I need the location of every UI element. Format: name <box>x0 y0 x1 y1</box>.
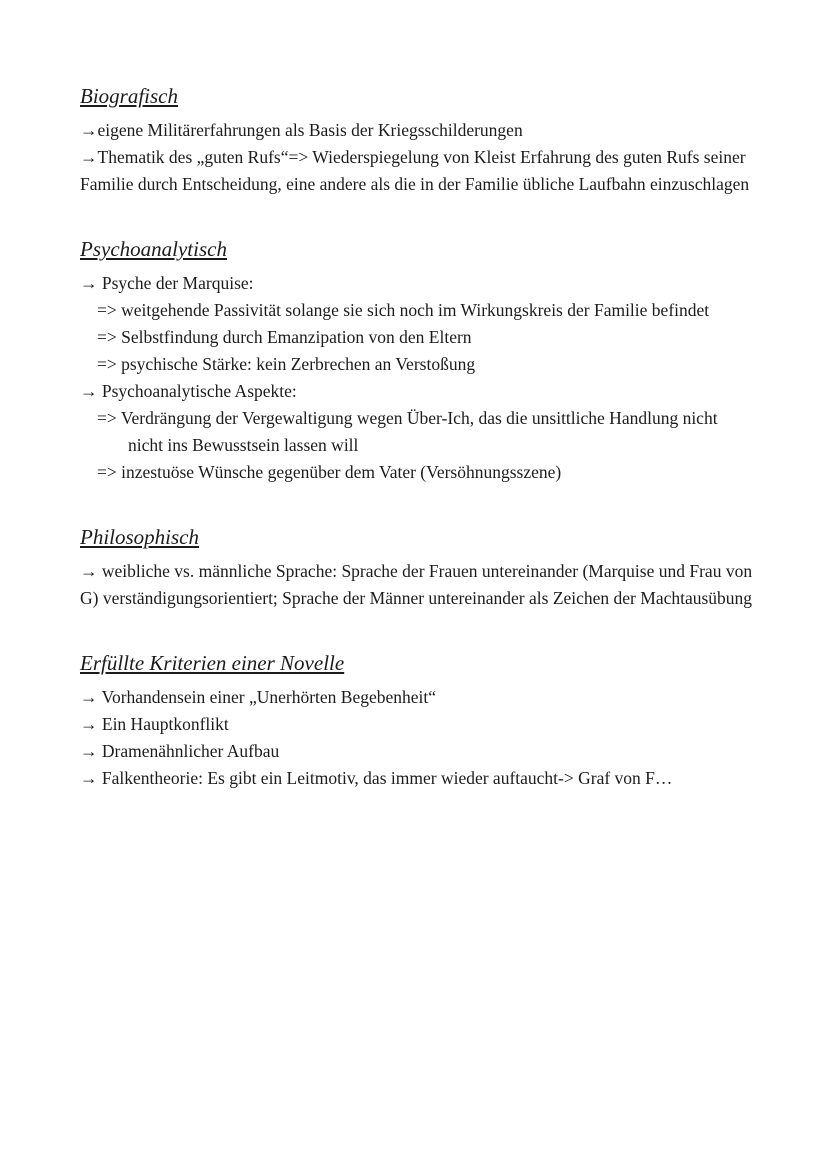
section-heading: Philosophisch <box>80 525 199 549</box>
section-heading: Psychoanalytisch <box>80 237 227 261</box>
list-item <box>80 270 754 297</box>
list-item <box>80 684 754 711</box>
item-text: Psyche der Marquise: <box>101 273 254 293</box>
item-text: Psychoanalytische Aspekte: <box>101 381 297 401</box>
arrow-bullet-icon: → <box>80 273 102 293</box>
list-item <box>80 297 754 324</box>
section-novelle-kriterien <box>80 649 754 792</box>
list-item <box>80 351 754 378</box>
arrow-bullet-icon: → <box>80 714 102 734</box>
arrow-bullet-icon: → <box>80 768 102 788</box>
arrow-bullet-icon: → <box>80 741 102 761</box>
arrow-bullet-icon: → <box>80 120 98 140</box>
double-arrow-bullet-icon: => <box>97 408 121 428</box>
section-philosophisch <box>80 523 754 612</box>
item-text: Verdrängung der Vergewaltigung wegen Über-Ich, das die unsittliche Handlung nicht nicht ins Bewusstsein lassen will <box>120 408 718 455</box>
double-arrow-bullet-icon: => <box>97 300 122 320</box>
double-arrow-bullet-icon: => <box>97 327 122 347</box>
list-item <box>80 324 754 351</box>
list-item <box>80 405 754 459</box>
item-text: Selbstfindung durch Emanzipation von den Eltern <box>121 327 472 347</box>
item-text: psychische Stärke: kein Zerbrechen an Verstoßung <box>121 354 476 374</box>
item-text: weibliche vs. männliche Sprache: Sprache der Frauen untereinander (Marquise und Frau von G) verständigungsorientiert; Sprache der Männer untereinander als Zeichen der Machtausübung <box>80 561 753 608</box>
list-item <box>80 144 754 198</box>
list-item <box>80 117 754 144</box>
arrow-bullet-icon: → <box>80 687 102 707</box>
double-arrow-bullet-icon: => <box>97 354 122 374</box>
item-text: Vorhandensein einer „Unerhörten Begebenheit“ <box>101 687 437 707</box>
section-heading: Erfüllte Kriterien einer Novelle <box>80 651 345 675</box>
list-item <box>80 711 754 738</box>
list-item <box>80 765 754 792</box>
arrow-bullet-icon: → <box>80 147 98 167</box>
section-biografisch <box>80 82 754 198</box>
item-text: Ein Hauptkonflikt <box>101 714 229 734</box>
item-text: inzestuöse Wünsche gegenüber dem Vater (Versöhnungsszene) <box>121 462 562 482</box>
item-text: Thematik des „guten Rufs“=> Wiederspiegelung von Kleist Erfahrung des guten Rufs seiner Familie durch Entscheidung, eine andere als die in der Familie übliche Laufbahn einzuschlagen <box>80 147 750 194</box>
item-text: weitgehende Passivität solange sie sich noch im Wirkungskreis der Familie befindet <box>121 300 710 320</box>
double-arrow-bullet-icon: => <box>97 462 122 482</box>
arrow-bullet-icon: → <box>80 561 102 581</box>
list-item <box>80 378 754 405</box>
arrow-bullet-icon: → <box>80 381 102 401</box>
section-psychoanalytisch <box>80 235 754 486</box>
list-item <box>80 558 754 612</box>
list-item <box>80 459 754 486</box>
list-item <box>80 738 754 765</box>
item-text: Falkentheorie: Es gibt ein Leitmotiv, das immer wieder auftaucht-> Graf von F… <box>101 768 673 788</box>
section-heading: Biografisch <box>80 84 178 108</box>
item-text: eigene Militärerfahrungen als Basis der Kriegsschilderungen <box>97 120 523 140</box>
item-text: Dramenähnlicher Aufbau <box>101 741 280 761</box>
